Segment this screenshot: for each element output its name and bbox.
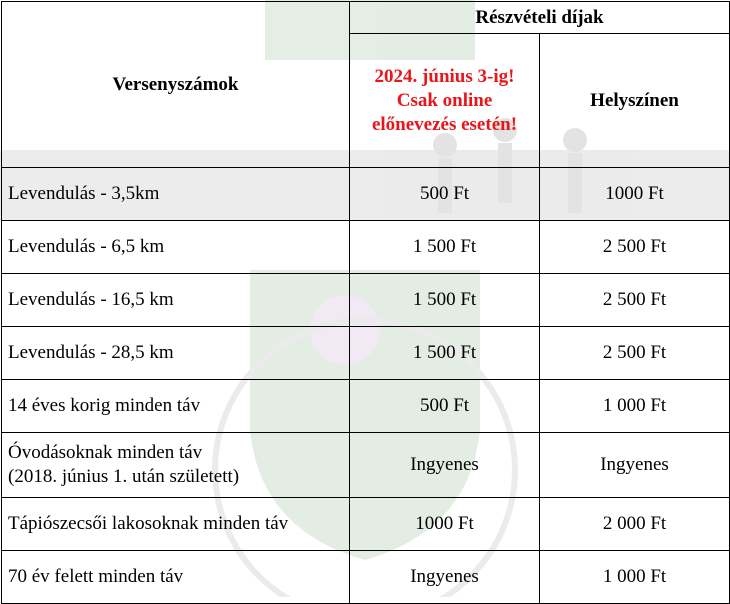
event-name: Levendulás - 3,5km — [2, 168, 350, 221]
event-name: 14 éves korig minden táv — [2, 380, 350, 433]
fee-online: 1 500 Ft — [350, 221, 540, 274]
header-online-line: 2024. június 3-ig! — [374, 65, 515, 87]
event-name: Tápiószecsői lakosoknak minden táv — [2, 498, 350, 551]
event-name: Levendulás - 28,5 km — [2, 327, 350, 380]
table-row — [2, 433, 730, 498]
header-onsite: Helyszínen — [540, 34, 730, 168]
fee-onsite: 2 500 Ft — [540, 221, 730, 274]
fee-online: 1 500 Ft — [350, 274, 540, 327]
fee-online: 500 Ft — [350, 168, 540, 221]
fee-online: Ingyenes — [350, 551, 540, 604]
event-name — [2, 433, 350, 498]
header-online-preregistration — [350, 34, 540, 168]
table-row — [2, 168, 730, 221]
header-events: Versenyszámok — [2, 2, 350, 168]
fee-online: 500 Ft — [350, 380, 540, 433]
table-row — [2, 221, 730, 274]
fee-online: 1 500 Ft — [350, 327, 540, 380]
fee-onsite: 2 000 Ft — [540, 498, 730, 551]
fee-onsite: 1 000 Ft — [540, 551, 730, 604]
event-name-line: Óvodásoknak minden táv — [8, 442, 203, 463]
fee-onsite: 2 500 Ft — [540, 274, 730, 327]
event-name-note: (2018. június 1. után született) — [8, 466, 240, 487]
fee-onsite: 1000 Ft — [540, 168, 730, 221]
fees-table — [1, 1, 730, 604]
header-fees: Részvételi díjak — [350, 2, 730, 34]
event-name: 70 év felett minden táv — [2, 551, 350, 604]
fee-online: 1000 Ft — [350, 498, 540, 551]
fee-onsite: 2 500 Ft — [540, 327, 730, 380]
header-online-line: Csak online — [396, 89, 493, 111]
fee-onsite: Ingyenes — [540, 433, 730, 498]
table-row — [2, 274, 730, 327]
header-online-line: előnevezés esetén! — [371, 113, 518, 135]
table-row — [2, 327, 730, 380]
event-name: Levendulás - 16,5 km — [2, 274, 350, 327]
table-row — [2, 380, 730, 433]
table-row — [2, 551, 730, 604]
fee-onsite: 1 000 Ft — [540, 380, 730, 433]
fee-online: Ingyenes — [350, 433, 540, 498]
table-row — [2, 498, 730, 551]
event-name: Levendulás - 6,5 km — [2, 221, 350, 274]
